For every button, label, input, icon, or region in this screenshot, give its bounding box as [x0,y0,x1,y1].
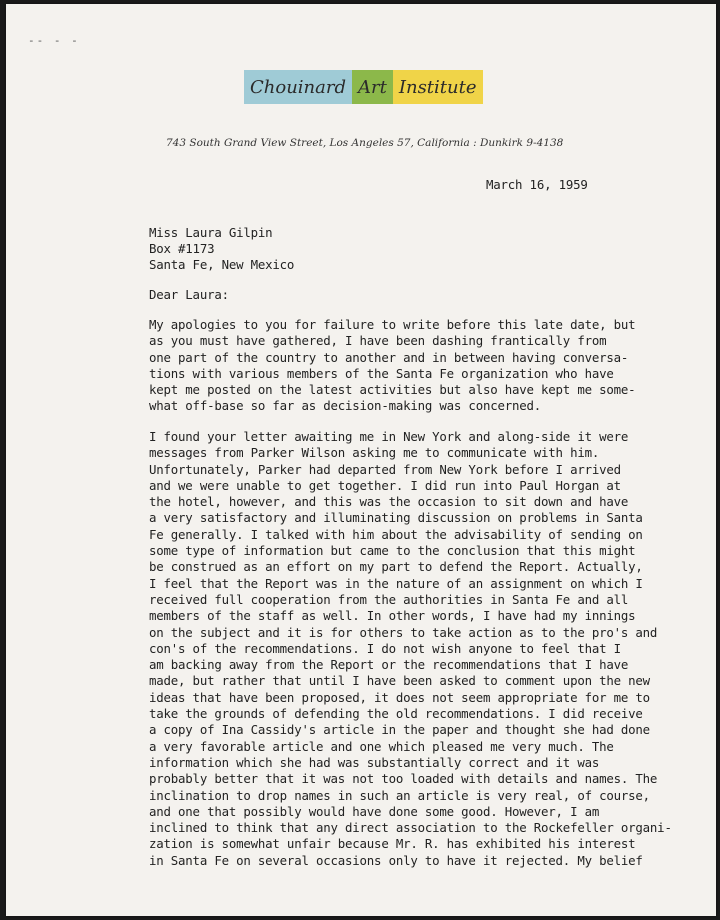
recipient-name: Miss Laura Gilpin [149,225,273,240]
corner-mark: -- - - [28,34,80,47]
paragraph-line: and one that possibly would have done some good. However, I am [149,803,600,819]
paragraph-line: con's of the recommendations. I do not wish anyone to feel that I [149,640,621,656]
paragraph-line: tions with various members of the Santa Fe organization who have [149,365,614,381]
letter-page [6,4,716,916]
paragraph-line: zation is somewhat unfair because Mr. R. has exhibited his interest [149,836,636,852]
paragraph-line: the hotel, however, and this was the occasion to sit down and have [149,494,629,510]
paragraph-line: information which she had was substantially correct and it was [149,754,600,770]
paragraph-line: a very satisfactory and illuminating discussion on problems in Santa [149,510,643,526]
recipient-box: Box #1173 [149,241,215,256]
paragraph-line: members of the staff as well. In other words, I have had my innings [149,608,636,624]
paragraph-line: in Santa Fe on several occasions only to have it rejected. My belief [149,852,643,868]
paragraph-line: probably better that it was not too loaded with details and names. The [149,771,658,787]
paragraph-line: kept me posted on the latest activities but also have kept me some- [149,382,636,398]
paragraph-line: on the subject and it is for others to take action as to the pro's and [149,624,658,640]
paragraph-line: some type of information but came to the conclusion that this might [149,543,636,559]
paragraph-line: as you must have gathered, I have been dashing frantically from [149,333,607,349]
paragraph-line: I feel that the Report was in the nature of an assignment on which I [149,575,643,591]
paragraph-line: inclination to drop names in such an article is very real, of course, [149,787,650,803]
recipient-block [149,225,294,273]
logo-word-art: Art [352,70,393,104]
paragraph-1 [149,317,649,415]
paragraph-2 [149,429,672,869]
paragraph-line: Unfortunately, Parker had departed from New York before I arrived [149,461,621,477]
paragraph-line: take the grounds of defending the old recommendations. I did receive [149,706,643,722]
letterhead-logo [244,70,483,104]
paragraph-line: am backing away from the Report or the recommendations that I have [149,657,629,673]
letter-date: March 16, 1959 [486,177,588,192]
paragraph-line: a copy of Ina Cassidy's article in the paper and thought she had done [149,722,650,738]
paragraph-line: be construed as an effort on my part to defend the Report. Actually, [149,559,643,575]
paragraph-line: and we were unable to get together. I did run into Paul Horgan at [149,477,621,493]
salutation: Dear Laura: [149,287,229,302]
paragraph-line: messages from Parker Wilson asking me to communicate with him. [149,445,600,461]
paragraph-line: what off-base so far as decision-making was concerned. [149,398,542,414]
paragraph-line: a very favorable article and one which pleased me very much. The [149,738,614,754]
recipient-city: Santa Fe, New Mexico [149,257,295,272]
paragraph-line: I found your letter awaiting me in New York and along-side it were [149,429,629,444]
letterhead-address: 743 South Grand View Street, Los Angeles 57, California : Dunkirk 9-4138 [166,137,564,149]
logo-word-chouinard: Chouinard [244,70,352,104]
paragraph-line: one part of the country to another and in between having conversa- [149,349,629,365]
paragraph-line: made, but rather that until I have been asked to comment upon the new [149,673,650,689]
paragraph-line: Fe generally. I talked with him about the advisability of sending on [149,526,643,542]
paragraph-line: ideas that have been proposed, it does not seem appropriate for me to [149,689,650,705]
paragraph-line: inclined to think that any direct association to the Rockefeller organi- [149,820,672,836]
paragraph-line: My apologies to you for failure to write before this late date, but [149,317,636,332]
logo-word-institute: Institute [393,70,483,104]
paragraph-line: received full cooperation from the authorities in Santa Fe and all [149,591,629,607]
